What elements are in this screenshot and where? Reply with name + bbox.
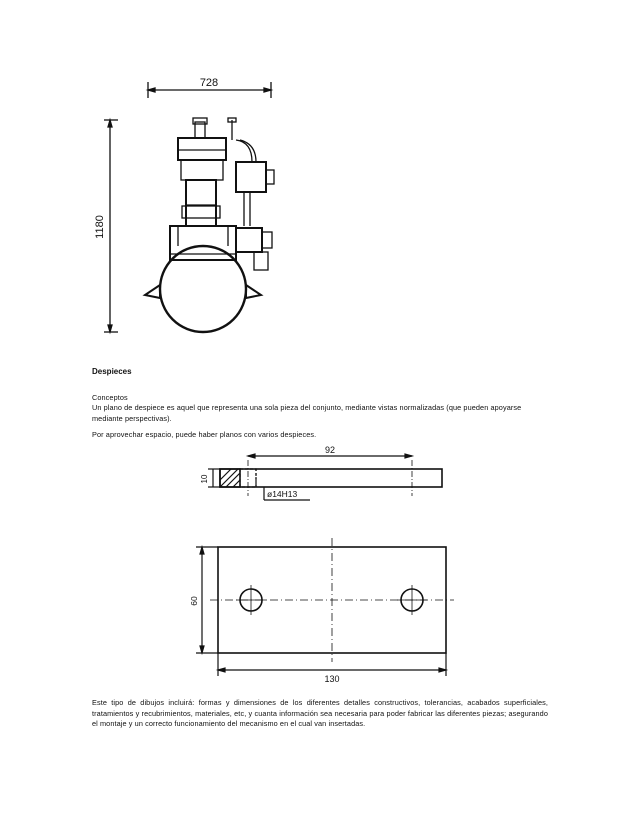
space-note-paragraph: Por aprovechar espacio, puede haber planos con varios despieces. bbox=[92, 430, 317, 439]
intro-paragraph: Un plano de despiece es aquel que representa una sola pieza del conjunto, mediante vistas normalizadas (que pueden apoyarse mediante perspectivas). bbox=[92, 403, 522, 423]
plate-dim-top: 92 bbox=[324, 445, 336, 455]
assembly-width-dim: 728 bbox=[199, 77, 219, 89]
closing-paragraph: Este tipo de dibujos incluirá: formas y dimensiones de los diferentes detalles constructivos, tolerancias, acabados superficiales, tratamientos y recubrimientos, materiales, etc, y cuanta información sea necesaria para poder fabricar las diferentes piezas; asegurando el montaje y un correcto funcionamiento del mecanismo en el cual van insertadas. bbox=[92, 698, 548, 728]
section-heading: Despieces bbox=[92, 367, 132, 376]
plate-dim-width: 130 bbox=[324, 674, 340, 684]
plate-dim-height: 60 bbox=[189, 596, 199, 606]
plate-dim-thickness: 10 bbox=[200, 474, 209, 484]
concepts-label: Conceptos bbox=[92, 393, 128, 402]
assembly-height-dim: 1180 bbox=[94, 215, 106, 239]
assembly-drawing bbox=[0, 0, 638, 360]
plate-hole-label: ø14H13 bbox=[267, 489, 298, 499]
plate-drawing bbox=[0, 440, 638, 690]
